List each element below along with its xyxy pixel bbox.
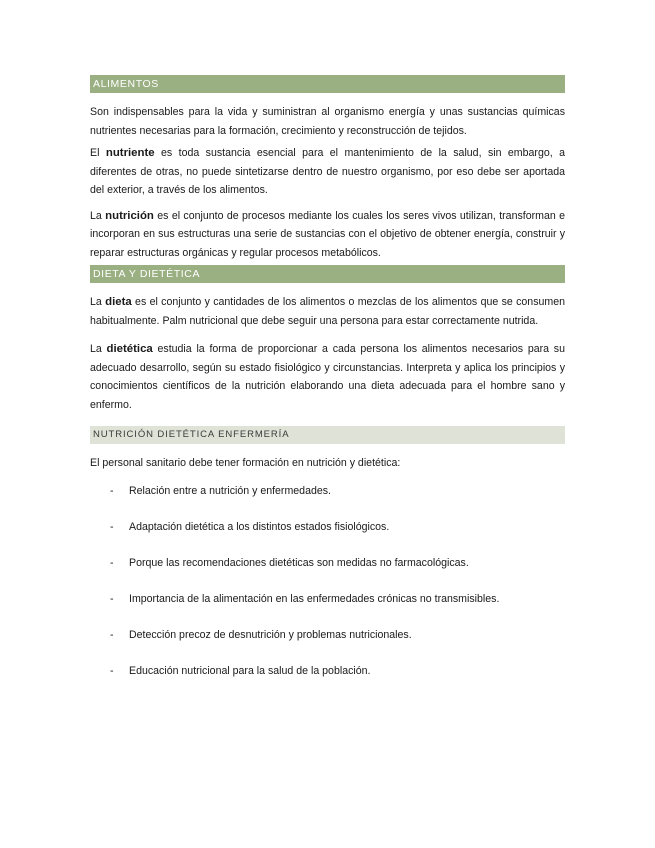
dietetica-paragraph: La dietética estudia la forma de proporcionar a cada persona los alimentos necesarios para su adecuado desarrollo, según su estado fisiológico y circunstancias. Interpreta y aplica los principios y conocimientos científicos de la nutrición elaborando una dieta adecuada para el hombre sano y enfermo. (90, 343, 565, 411)
enfermeria-intro: El personal sanitario debe tener formación en nutrición y dietética: (90, 457, 401, 469)
list-item: - Educación nutricional para la salud de la población. (110, 664, 371, 677)
section-heading-enfermeria: NUTRICIÓN DIETÉTICA ENFERMERÍA (90, 426, 565, 444)
list-item: - Relación entre a nutrición y enfermedades. (110, 484, 331, 497)
bullet-dash: - (110, 592, 114, 605)
nutriente-paragraph: El nutriente es toda sustancia esencial para el mantenimiento de la salud, sin embargo, a diferentes de otras, no puede sintetizarse dentro de nuestro organismo, por eso debe ser aportada del exterior, a través de los alimentos. (90, 147, 565, 196)
nutricion-term: nutrición (105, 209, 154, 222)
list-item: - Porque las recomendaciones dietéticas son medidas no farmacológicas. (110, 556, 469, 569)
bullet-dash: - (110, 484, 114, 497)
enfermeria-list (90, 484, 565, 678)
alimentos-paragraph-1: Son indispensables para la vida y suministran al organismo energía y unas sustancias químicas nutrientes necesarias para la formación, crecimiento y reconstrucción de tejidos. (90, 106, 565, 137)
bullet-dash: - (110, 556, 114, 569)
dieta-paragraph: La dieta es el conjunto y cantidades de los alimentos o mezclas de los alimentos que se consumen habitualmente. Palm nutricional que debe seguir una persona para estar correctamente nutrida. (90, 296, 565, 327)
list-item: - Detección precoz de desnutrición y problemas nutricionales. (110, 628, 412, 641)
bullet-dash: - (110, 664, 114, 677)
document-page (90, 75, 565, 678)
dieta-term: dieta (105, 296, 132, 308)
nutriente-term: nutriente (105, 147, 155, 159)
bullet-dash: - (110, 628, 114, 641)
bullet-dash: - (110, 520, 114, 533)
list-item: - Adaptación dietética a los distintos estados fisiológicos. (110, 520, 390, 533)
list-item: - Importancia de la alimentación en las enfermedades crónicas no transmisibles. (110, 592, 500, 605)
section-heading-alimentos: ALIMENTOS (90, 75, 565, 93)
nutricion-paragraph: La nutrición es el conjunto de procesos mediante los cuales los seres vivos utilizan, transforman e incorporan en sus estructuras una serie de sustancias con el objetivo de obtener energía, construir y reparar estructuras orgánicas y regular procesos metabólicos. (90, 209, 565, 259)
section-heading-dieta: DIETA Y DIETÉTICA (90, 265, 565, 283)
dietetica-term: dietética (106, 343, 153, 355)
